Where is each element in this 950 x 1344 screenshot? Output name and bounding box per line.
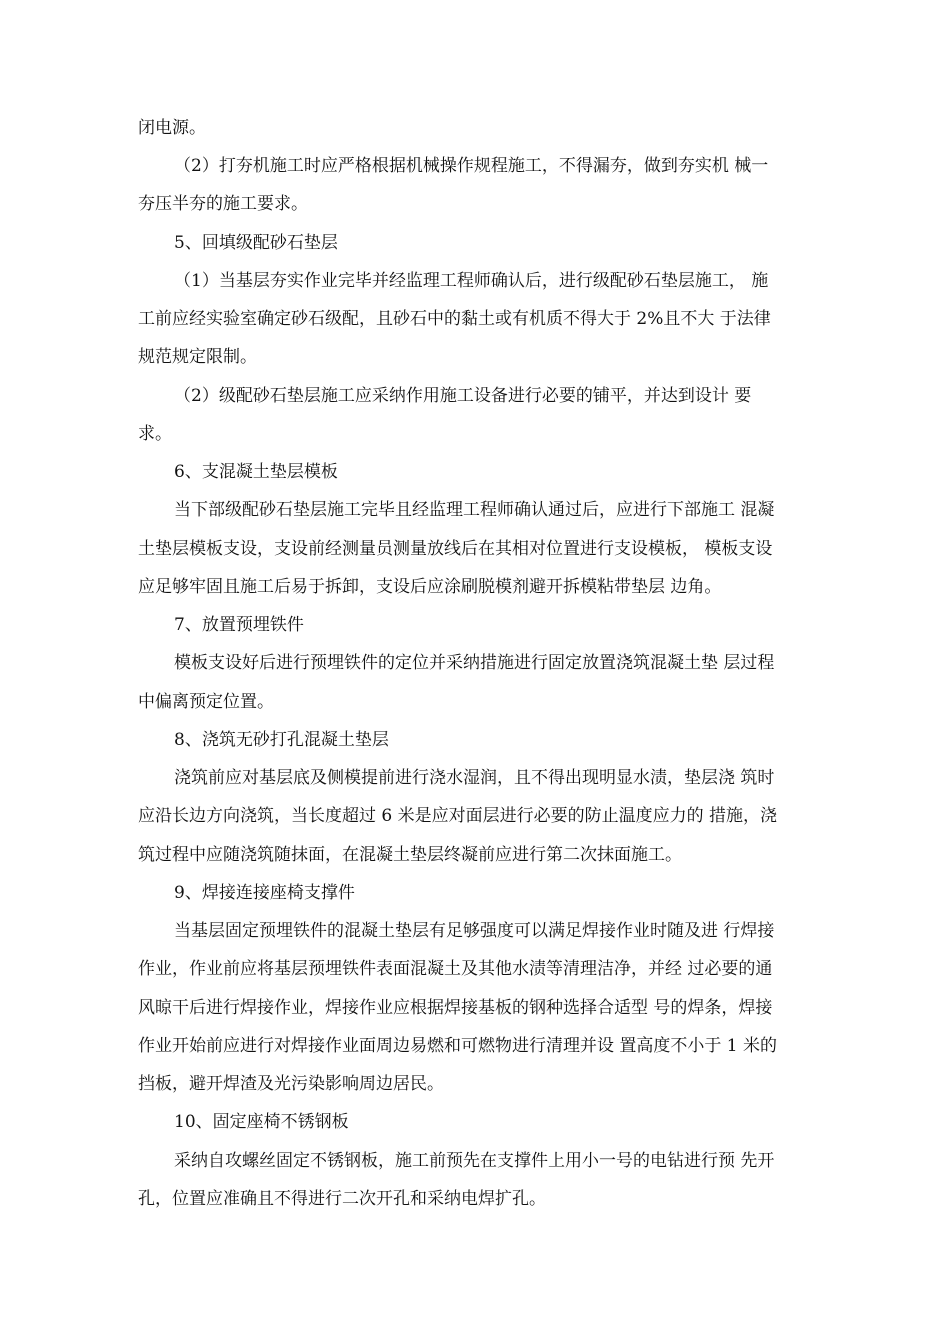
text-line: 作业，作业前应将基层预埋铁件表面混凝土及其他水渍等清理洁净，并经 过必要的通 [138, 959, 773, 979]
text-line: 求。 [138, 424, 172, 444]
text-line: 挡板，避开焊渣及光污染影响周边居民。 [138, 1074, 444, 1094]
text-line: 工前应经实验室确定砂石级配，且砂石中的黏土或有机质不得大于 2%且不大 于法律 [138, 309, 771, 329]
text-line: 作业开始前应进行对焊接作业面周边易燃和可燃物进行清理并设 置高度不小于 1 米的 [138, 1036, 778, 1056]
text-line: 当下部级配砂石垫层施工完毕且经监理工程师确认通过后，应进行下部施工 混凝 [174, 500, 775, 520]
text-line: 中偏离预定位置。 [138, 692, 274, 712]
text-line: 采纳自攻螺丝固定不锈钢板，施工前预先在支撑件上用小一号的电钻进行预 先开 [174, 1151, 775, 1171]
text-line: 筑过程中应随浇筑随抹面，在混凝土垫层终凝前应进行第二次抹面施工。 [138, 845, 682, 865]
text-line: 风晾干后进行焊接作业，焊接作业应根据焊接基板的钢种选择合适型 号的焊条，焊接 [138, 998, 773, 1018]
text-line: （2）打夯机施工时应严格根据机械操作规程施工，不得漏夯，做到夯实机 械一 [174, 156, 769, 176]
text-line: 土垫层模板支设，支设前经测量员测量放线后在其相对位置进行支设模板， 模板支设 [138, 539, 773, 559]
text-line: （1）当基层夯实作业完毕并经监理工程师确认后，进行级配砂石垫层施工， 施 [174, 271, 769, 291]
text-line: 应沿长边方向浇筑，当长度超过 6 米是应对面层进行必要的防止温度应力的 措施，浇 [138, 806, 778, 826]
section-heading: 8、浇筑无砂打孔混凝土垫层 [174, 730, 389, 750]
text-line: 当基层固定预埋铁件的混凝土垫层有足够强度可以满足焊接作业时随及进 行焊接 [174, 921, 775, 941]
text-line: 应足够牢固且施工后易于拆卸，支设后应涂刷脱模剂避开拆模粘带垫层 边角。 [138, 577, 722, 597]
text-line: 孔，位置应准确且不得进行二次开孔和采纳电焊扩孔。 [138, 1189, 546, 1209]
text-line: 浇筑前应对基层底及侧模提前进行浇水湿润，且不得出现明显水渍，垫层浇 筑时 [174, 768, 775, 788]
text-line: 夯压半夯的施工要求。 [138, 194, 308, 214]
text-line: 模板支设好后进行预埋铁件的定位并采纳措施进行固定放置浇筑混凝土垫 层过程 [174, 653, 775, 673]
text-line: 闭电源。 [138, 118, 206, 138]
text-line: （2）级配砂石垫层施工应采纳作用施工设备进行必要的铺平，并达到设计 要 [174, 386, 752, 406]
section-heading: 10、固定座椅不锈钢板 [174, 1112, 349, 1132]
section-heading: 7、放置预埋铁件 [174, 615, 304, 635]
text-line: 规范规定限制。 [138, 347, 257, 367]
section-heading: 9、焊接连接座椅支撑件 [174, 883, 355, 903]
section-heading: 5、回填级配砂石垫层 [174, 233, 338, 253]
section-heading: 6、支混凝土垫层模板 [174, 462, 338, 482]
